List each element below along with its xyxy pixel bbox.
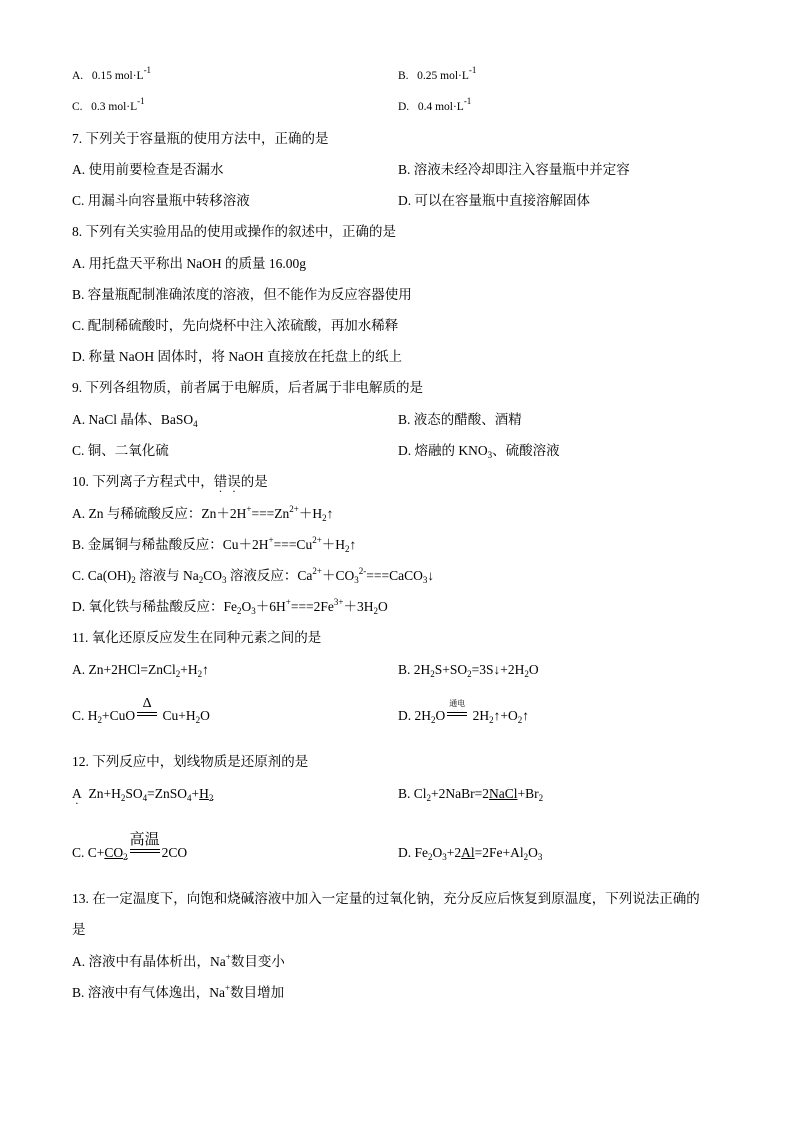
q7-option-d: D. 可以在容量瓶中直接溶解固体 (398, 193, 590, 208)
q9-option-a: A. NaCl 晶体、BaSO$_4$ (72, 412, 198, 429)
q10-option-d: D. 氧化铁与稀盐酸反应：$Fe_2O_3+6H^+===2Fe^{3+}+3H_2O$ (72, 597, 388, 616)
q13-stem-line2: 是 (72, 922, 86, 937)
q7-option-b: B. 溶液未经冷却即注入容量瓶中并定容 (398, 162, 630, 177)
q6-option-a: A. 0.15 $mol\cdot L^{-1}$ (72, 65, 152, 82)
q12-option-c: C. $C+CO_2$ 高温 2CO (72, 832, 188, 862)
q7-option-c: C. 用漏斗向容量瓶中转移溶液 (72, 193, 250, 208)
q9-option-c: C. 铜、二氧化硫 (72, 443, 169, 458)
q8-option-d: D. 称量 NaOH 固体时，将 NaOH 直接放在托盘上的纸上 (72, 349, 402, 364)
q8-option-b: B. 容量瓶配制准确浓度的溶液，但不能作为反应容器使用 (72, 287, 412, 302)
q10-stem: 10. 下列离子方程式中，错误的是 (72, 474, 268, 489)
q12-option-b: B. $Cl_2+2NaBr=2NaCl+Br_2$ (398, 786, 544, 803)
q6-option-d: D. 0.4 $mol\cdot L^{-1}$ (398, 96, 472, 113)
q6-option-b: B. 0.25 $mol\cdot L^{-1}$ (398, 65, 477, 82)
q9-option-b: B. 液态的醋酸、酒精 (398, 412, 522, 427)
q13-stem-line1: 13. 在一定温度下，向饱和烧碱溶液中加入一定量的过氧化钠，充分反应后恢复到原温度，下列说法正确的 (72, 891, 700, 906)
electrolysis-condition: 通电 (445, 706, 469, 726)
q9-stem: 9. 下列各组物质，前者属于电解质，后者属于非电解质的是 (72, 380, 423, 395)
q8-option-c: C. 配制稀硫酸时，先向烧杯中注入浓硫酸，再加水稀释 (72, 318, 399, 333)
q12-option-d: D. $Fe_2O_3+2Al=2Fe+Al_2O_3$ (398, 845, 543, 862)
q10-option-a: A. Zn 与稀硫酸反应：$Zn+2H^+===Zn^{2+}+H_2↑$ (72, 504, 334, 523)
q10-option-b: B. 金属铜与稀盐酸反应：$Cu+2H^+===Cu^{2+}+H_2↑$ (72, 535, 357, 554)
high-temperature-condition: 高温 (128, 843, 162, 863)
q11-option-a: A. $Zn+2HCl=ZnCl_2+H_2↑$ (72, 662, 209, 679)
q12-stem: 12. 下列反应中，划线物质是还原剂的是 (72, 754, 309, 769)
q11-option-b: B. $2H_2S+SO_2=3S↓+2H_2O$ (398, 662, 539, 679)
q11-stem: 11. 氧化还原反应发生在同种元素之间的是 (72, 630, 322, 645)
q13-option-b: B. 溶液中有气体逸出，Na+数目增加 (72, 983, 285, 1000)
heat-condition: Δ (135, 706, 159, 726)
q11-option-c: C. $H_2+CuO$ Δ $Cu+H_2O$ (72, 696, 210, 725)
q8-option-a: A. 用托盘天平称出 NaOH 的质量 16.00g (72, 256, 306, 271)
q11-option-d: D. $2H_2O$ 通电 $2H_2↑+O_2↑$ (398, 699, 529, 725)
q6-option-c: C. 0.3 $mol\cdot L^{-1}$ (72, 96, 145, 113)
q9-option-d: D. 熔融的 $KNO_3$、硫酸溶液 (398, 443, 560, 460)
q10-option-c: C. $Ca(OH)_2$ 溶液与 $Na_2CO_3$ 溶液反应：$Ca^{2+}+CO_3^{2-}===CaCO_3↓$ (72, 566, 435, 585)
q12-option-a: $A \cdot Zn+H_2SO_4=ZnSO_4+H_2$ (72, 784, 732, 804)
q13-option-a: A. 溶液中有晶体析出，Na+数目变小 (72, 952, 285, 969)
q7-stem: 7. 下列关于容量瓶的使用方法中，正确的是 (72, 131, 329, 146)
q7-option-a: A. 使用前要检查是否漏水 (72, 162, 224, 177)
q8-stem: 8. 下列有关实验用品的使用或操作的叙述中，正确的是 (72, 224, 396, 239)
